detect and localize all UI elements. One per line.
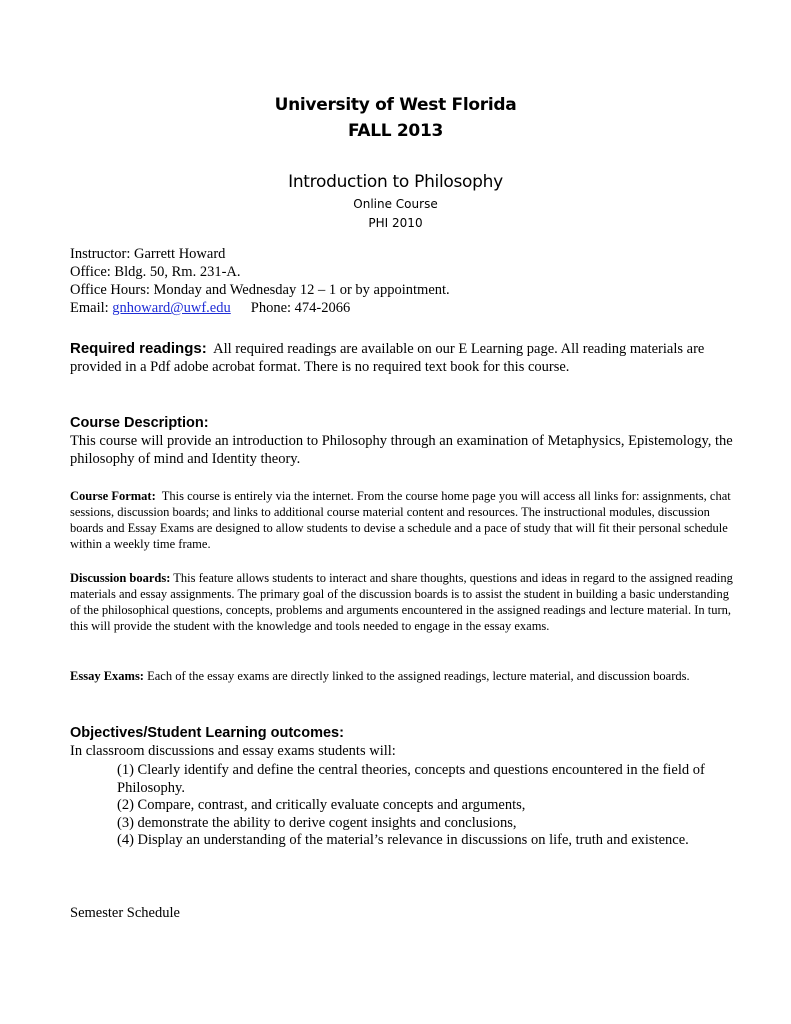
instructor-office: Office: Bldg. 50, Rm. 231-A. xyxy=(70,264,241,280)
email-label: Email: xyxy=(70,300,113,316)
course-format-text: This course is entirely via the internet. From the course home page you will access all links for: assignments, chat sessions, discussion boards; and links to additional course material content and resources. The instructional modules, discussion boards and Essay Exams are designed to allow students to devise a schedule and a pace of study that will fit their personal schedule within a weekly time frame. xyxy=(70,489,731,551)
list-item: (2) Compare, contrast, and critically evaluate concepts and arguments, xyxy=(117,797,526,813)
term-title: FALL 2013 xyxy=(347,121,444,141)
university-title: University of West Florida xyxy=(274,95,517,115)
objectives-heading: Objectives/Student Learning outcomes: xyxy=(70,725,344,741)
office-hours: Office Hours: Monday and Wednesday 12 – 1 or by appointment. xyxy=(70,282,450,298)
course-description-section xyxy=(70,414,735,468)
email-link[interactable]: gnhoward@uwf.edu xyxy=(112,300,231,316)
list-item: (3) demonstrate the ability to derive cogent insights and conclusions, xyxy=(117,814,517,831)
required-readings-heading: Required readings: xyxy=(70,340,207,357)
contact-line xyxy=(70,300,350,317)
essay-exams-text: Each of the essay exams are directly linked to the assigned readings, lecture material, and discussion boards. xyxy=(147,669,690,683)
instructor-name: Instructor: Garrett Howard xyxy=(70,246,226,262)
discussion-boards-label: Discussion boards: xyxy=(70,571,171,585)
phone-number: Phone: 474-2066 xyxy=(250,300,351,316)
semester-schedule-label: Semester Schedule xyxy=(70,905,180,921)
course-description-text: This course will provide an introduction to Philosophy through an examination of Metaphysics, Epistemology, the philosophy of mind and Identity theory. xyxy=(70,433,733,467)
discussion-boards-text: This feature allows students to interact and share thoughts, questions and ideas in regard to the assigned reading materials and essay assignments. The primary goal of the discussion boards is to assist the student in building a basic understanding of the philosophical questions, concepts, problems and arguments encountered in the assigned readings and lecture material. In turn, this will provide the student with the knowledge and tools needed to engage in the essay exams. xyxy=(70,571,733,633)
required-readings-text: All required readings are available on our E Learning page. All reading materials are provided in a Pdf adobe acrobat format. There is no required text book for this course. xyxy=(70,341,705,375)
essay-exams-label: Essay Exams: xyxy=(70,669,144,683)
course-format-label: Course Format: xyxy=(70,489,156,503)
course-format-section xyxy=(70,488,735,552)
list-item: (4) Display an understanding of the material’s relevance in discussions on life, truth and existence. xyxy=(117,832,689,848)
objectives-section xyxy=(70,724,735,760)
course-title: Introduction to Philosophy xyxy=(288,172,503,192)
course-type: Online Course xyxy=(353,197,438,211)
course-description-heading: Course Description: xyxy=(70,415,209,431)
list-item: (1) Clearly identify and define the central theories, concepts and questions encountered in the field of Philosophy. xyxy=(117,762,705,796)
objectives-intro: In classroom discussions and essay exams students will: xyxy=(70,743,396,759)
required-readings-section xyxy=(70,340,735,376)
objectives-list xyxy=(117,762,757,850)
essay-exams-section xyxy=(70,668,735,684)
course-code: PHI 2010 xyxy=(368,216,423,230)
discussion-boards-section xyxy=(70,570,735,634)
